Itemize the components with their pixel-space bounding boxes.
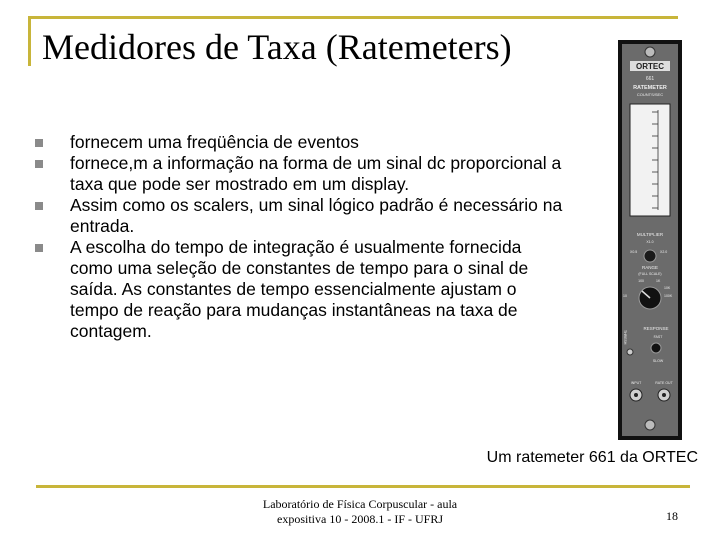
response-knob[interactable] — [651, 343, 661, 353]
ratemeter-photo — [618, 40, 682, 440]
bullet-item — [34, 132, 564, 153]
jack-label: INPUT — [630, 381, 642, 385]
jack-label: RATE OUT — [655, 381, 673, 385]
footer-divider — [36, 485, 690, 488]
bullet-text: A escolha do tempo de integração é usualmente fornecida como uma seleção de constantes de tempo para o sinal de saída. As constantes de tempo essencialmente ajustam o tempo de reação para mudanças instantâneas na taxa de contagem. — [70, 237, 529, 341]
brand-label: ORTEC — [636, 62, 664, 71]
range-value: 100K — [664, 294, 673, 298]
square-bullet-icon — [35, 244, 43, 252]
response-value: SLOW — [652, 359, 664, 363]
bullet-item — [34, 195, 564, 237]
range-value: 10K — [664, 286, 671, 290]
response-value: FAST — [653, 335, 663, 339]
side-label: THRESH — [623, 330, 627, 345]
bullet-list — [34, 132, 564, 342]
multiplier-value: X2.0 — [660, 250, 668, 254]
bullet-text: Assim como os scalers, um sinal lógico padrão é necessário na entrada. — [70, 195, 563, 236]
multiplier-value: X1.0 — [646, 240, 654, 244]
full-scale-label: (FULL SCALE) — [638, 272, 662, 276]
bullet-text: fornece,m a informação na forma de um sinal dc proporcional a taxa que pode ser mostrado em um display. — [70, 153, 562, 194]
range-label: RANGE — [641, 265, 659, 270]
threshold-screw-icon[interactable] — [627, 349, 633, 355]
range-value: 1K — [656, 279, 661, 283]
range-value: 100 — [638, 279, 644, 283]
instrument-name: RATEMETER — [633, 85, 667, 91]
range-value: 10 — [623, 294, 627, 298]
analog-meter — [630, 104, 670, 216]
multiplier-value: X0.5 — [630, 250, 638, 254]
model-label: 661 — [645, 76, 655, 82]
unit-label: COUNTS/SEC — [636, 92, 664, 97]
slide-title: Medidores de Taxa (Ratemeters) — [42, 27, 512, 67]
photo-caption: Um ratemeter 661 da ORTEC — [486, 449, 698, 466]
page-number: 18 — [666, 509, 678, 523]
top-screw-icon — [645, 47, 655, 57]
jack-center — [662, 393, 666, 397]
title-accent-bracket — [28, 16, 31, 66]
square-bullet-icon — [35, 139, 43, 147]
bullet-item — [34, 153, 564, 195]
bottom-screw-icon — [645, 420, 655, 430]
bullet-text: fornecem uma freqüência de eventos — [70, 132, 359, 152]
multiplier-label: MULTIPLIER — [636, 232, 664, 237]
multiplier-knob[interactable] — [644, 250, 656, 262]
square-bullet-icon — [35, 202, 43, 210]
bullet-item — [34, 237, 564, 342]
square-bullet-icon — [35, 160, 43, 168]
footer-text: Laboratório de Física Corpuscular - aula expositiva 10 - 2008.1 - IF - UFRJ — [262, 497, 458, 526]
title-accent-line — [28, 16, 678, 19]
response-label: RESPONSE — [643, 326, 669, 331]
jack-center — [634, 393, 638, 397]
